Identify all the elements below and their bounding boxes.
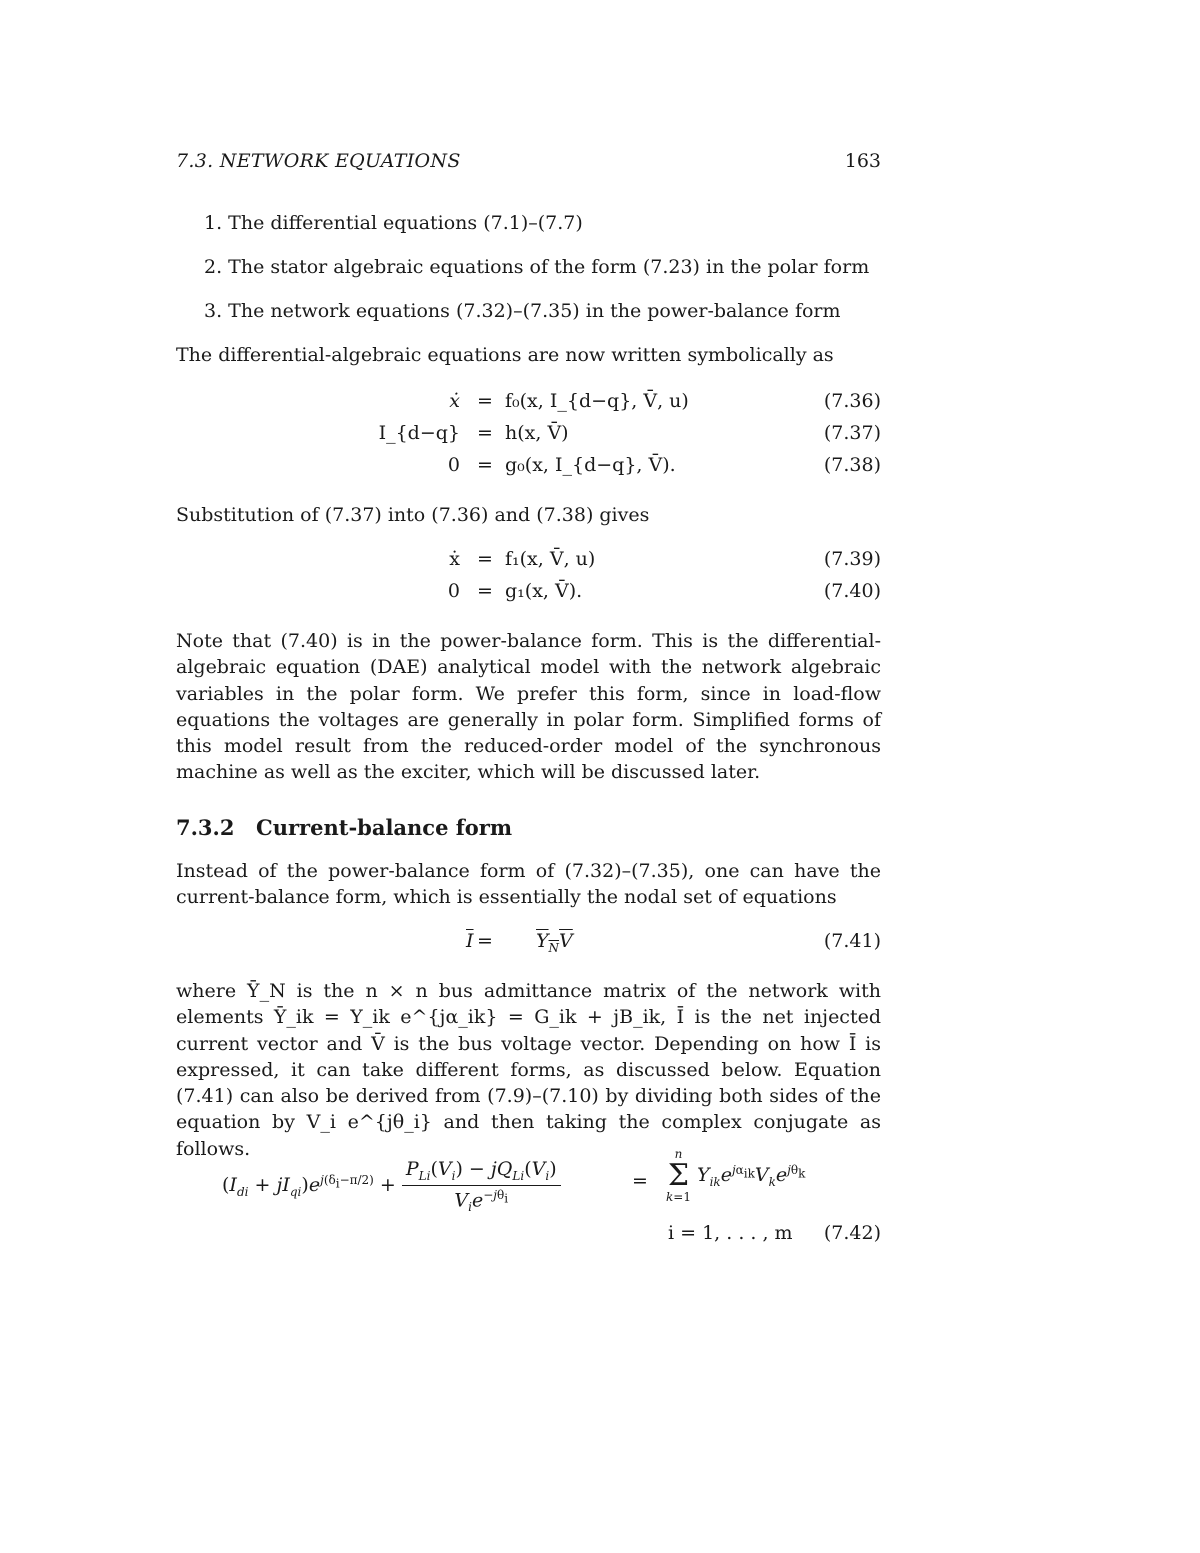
section-title: Current-balance form [256, 815, 513, 840]
equals-sign: = [477, 930, 493, 952]
page-number: 163 [844, 150, 881, 172]
eq-742-lhs: $(I_{di} + jI_{qi})e^{j(\delta_i-\pi/2)}$ + $\frac{P_{Li}(V_i) - jQ_{Li}(V_i)}{V_ie^{-j\theta_i}}$ [222, 1158, 561, 1214]
eq-rhs: g₀(x, I_{d−q}, V̄). [505, 454, 676, 476]
equation-number: (7.39) [823, 548, 881, 570]
paragraph-where: where Ȳ_N is the n × n bus admittance matrix of the network with elements Ȳ_ik = Y_ik e^{jα_ik} = G_ik + jB_ik, Ī is the net injected current vector and V̄ is the bus voltage vector. Depending on how Ī is expressed, it can take different forms, as discussed below. Equation (7.41) can also be derived from (7.9)–(7.10) by dividing both sides of the equation by V_i e^{jθ_i} and then taking the complex conjugate as follows. [176, 980, 881, 1160]
summation: n Σ k=1 [666, 1147, 691, 1204]
intro-sentence: The differential-algebraic equations are now written symbolically as [176, 344, 834, 366]
equals-sign: = [477, 548, 493, 570]
equation-number: (7.42) [823, 1222, 881, 1244]
section-number: 7.3.2 [176, 815, 235, 840]
equation-number: (7.40) [823, 580, 881, 602]
list-item: 3. The network equations (7.32)–(7.35) in the power-balance form [204, 300, 841, 322]
eq-742-range: i = 1, . . . , m [668, 1222, 793, 1244]
eq-lhs-text: ẋ [449, 390, 460, 412]
fraction: $\frac{P_{Li}(V_i) - jQ_{Li}(V_i)}{V_ie^{-j\theta_i}}$ [402, 1158, 561, 1214]
equals-sign: = [477, 454, 493, 476]
eq-lhs: I_{d−q} [378, 422, 460, 444]
equals-sign: = [477, 422, 493, 444]
equation-number: (7.41) [823, 930, 881, 952]
list-item: 2. The stator algebraic equations of the form (7.23) in the polar form [204, 256, 870, 278]
section-heading [176, 815, 512, 840]
list-item: 1. The differential equations (7.1)–(7.7) [204, 212, 583, 234]
equals-sign: = [477, 390, 493, 412]
eq-742-rhs: n Σ k=1 $Y_{ik}e^{j\alpha_{ik}}V_ke^{j\theta_k}$ [666, 1147, 806, 1204]
eq-741-rhs: $Y_NV$ [536, 930, 573, 955]
equation-number: (7.38) [823, 454, 881, 476]
eq-741-lhs: $\overline{I}$ [466, 930, 474, 952]
eq-lhs: ẋ [449, 548, 460, 570]
equals-sign: = [477, 580, 493, 602]
substitution-sentence: Substitution of (7.37) into (7.36) and (7.38) gives [176, 504, 650, 526]
running-header-section: 7.3. NETWORK EQUATIONS [176, 150, 461, 172]
eq-rhs: f₁(x, V̄, u) [505, 548, 596, 570]
equals-sign: = [632, 1170, 648, 1192]
paragraph-instead: Instead of the power-balance form of (7.32)–(7.35), one can have the current-balance form, which is essentially the nodal set of equations [176, 860, 881, 909]
eq-lhs [200, 390, 460, 412]
eq-rhs: h(x, V̄) [505, 422, 569, 444]
eq-lhs: 0 [447, 454, 460, 476]
eq-rhs: f₀(x, I_{d−q}, V̄, u) [505, 390, 689, 412]
equation-number: (7.37) [823, 422, 881, 444]
eq-rhs: g₁(x, V̄). [505, 580, 583, 602]
equation-number: (7.36) [823, 390, 881, 412]
paragraph-note: Note that (7.40) is in the power-balance form. This is the differential-algebraic equation (DAE) analytical model with the network algebraic variables in the polar form. We prefer this form, since in load-flow equations the voltages are generally in polar form. Simplified forms of this model result from the reduced-order model of the synchronous machine as well as the exciter, which will be discussed later. [176, 630, 881, 784]
eq-lhs: 0 [447, 580, 460, 602]
